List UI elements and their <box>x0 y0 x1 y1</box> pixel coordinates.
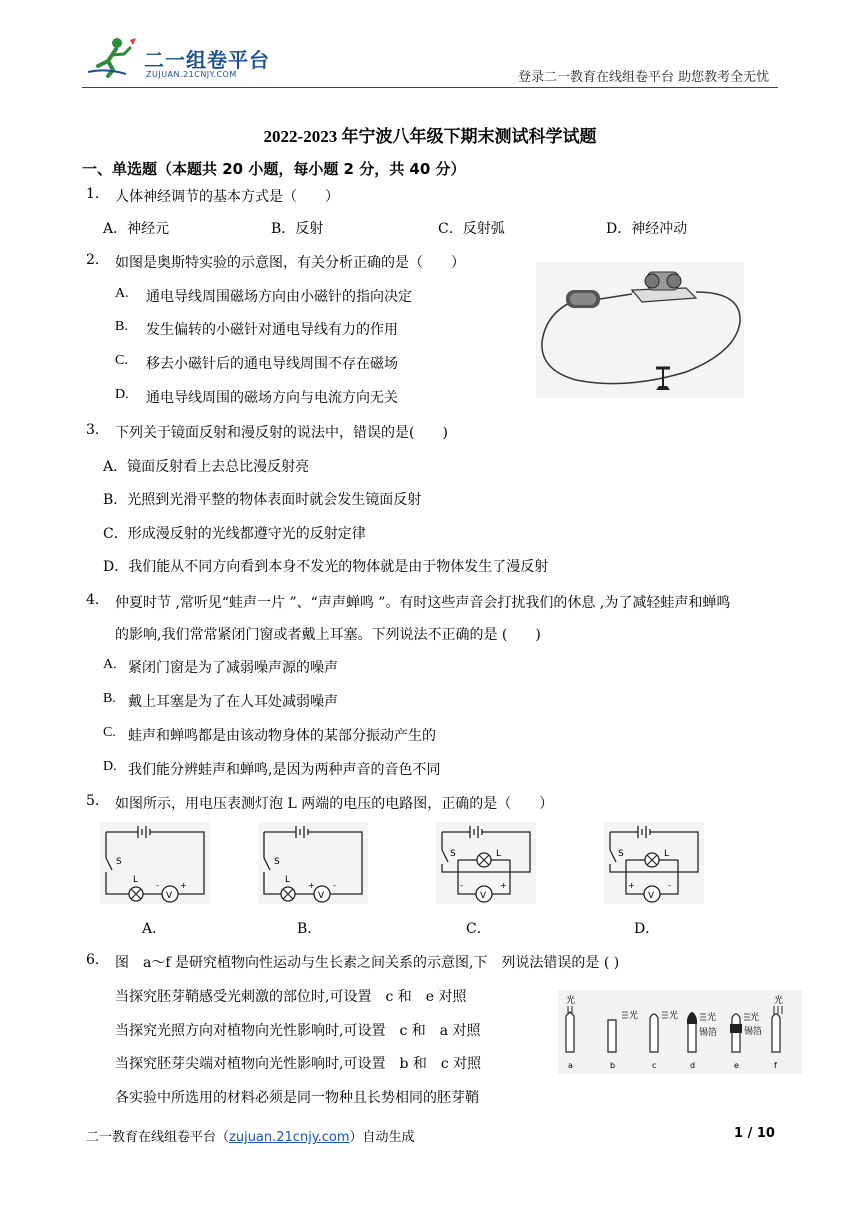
header-divider <box>82 87 778 88</box>
header <box>0 0 860 90</box>
switch-label: S <box>450 849 456 859</box>
light-label: 光 <box>629 1011 639 1021</box>
switch-label: S <box>618 849 624 859</box>
option-a-letter: A. <box>115 286 129 301</box>
question-stem: 如图是奥斯特实验的示意图，有关分析正确的是（ ） <box>115 255 465 271</box>
minus-sign: - <box>156 881 159 890</box>
question-stem: 图 a～f 是研究植物向性运动与生长素之间关系的示意图,下 列说法错误的是 ( ) <box>115 955 620 971</box>
question-number: 3. <box>86 422 100 438</box>
option-d-text: 我们能分辨蛙声和蝉鸣,是因为两种声音的音色不同 <box>128 762 441 778</box>
voltmeter-label: V <box>648 891 655 901</box>
minus-sign: - <box>460 881 463 890</box>
question-number: 1. <box>86 186 100 202</box>
question-stem: 下列关于镜面反射和漫反射的说法中，错误的是( ) <box>115 425 448 441</box>
question-stem-line2: 的影响,我们常常紧闭门窗或者戴上耳塞。下列说法不正确的是 ( ) <box>115 627 541 643</box>
statement-3: 当探究胚芽尖端对植物向光性影响时,可设置 b 和 c 对照 <box>115 1056 482 1072</box>
statement-2: 当探究光照方向对植物向光性影响时,可设置 c 和 a 对照 <box>115 1023 481 1039</box>
page-title: 2022-2023 年宁波八年级下期末测试科学试题 <box>263 127 597 146</box>
option-c: C．形成漫反射的光线都遵守光的反射定律 <box>103 526 366 542</box>
option-b: B． <box>297 921 322 937</box>
minus-sign: - <box>668 881 671 890</box>
question-stem: 人体神经调节的基本方式是（ ） <box>115 189 339 205</box>
page-number: 1 / 10 <box>734 1126 775 1141</box>
option-b-text: 戴上耳塞是为了在人耳处减弱噪声 <box>128 694 338 710</box>
option-a-text: 通电导线周围磁场方向由小磁针的指向决定 <box>146 289 412 305</box>
plant-letter-c: c <box>652 1061 657 1070</box>
option-b-text: 发生偏转的小磁针对通电导线有力的作用 <box>146 322 398 338</box>
voltmeter-label: V <box>480 891 487 901</box>
header-slogan: 登录二一教育在线组卷平台 助您教考全无忧 <box>518 70 770 85</box>
circuit-diagram-d <box>604 822 704 904</box>
option-a-letter: A. <box>103 657 117 672</box>
question-number: 5. <box>86 793 100 809</box>
option-c-text: 蛙声和蝉鸣都是由该动物身体的某部分振动产生的 <box>128 728 436 744</box>
light-label: 光 <box>750 1013 760 1023</box>
minus-sign: - <box>333 881 336 890</box>
question-number: 2. <box>86 252 100 268</box>
option-b: B．反射 <box>271 221 324 237</box>
option-c-letter: C. <box>103 725 116 740</box>
plant-letter-a: a <box>568 1061 573 1070</box>
voltmeter-label: V <box>318 891 325 901</box>
option-a: A．神经元 <box>103 221 170 237</box>
footer-right-text: ）自动生成 <box>349 1130 415 1145</box>
option-c-letter: C. <box>115 353 128 368</box>
logo-subtext: ZUJUAN.21CNJY.COM <box>146 70 237 79</box>
question-number: 6. <box>86 952 100 968</box>
statement-4: 各实验中所选用的材料必须是同一物种且长势相同的胚芽鞘 <box>115 1090 479 1106</box>
foil-label: 锡箔 <box>699 1028 718 1038</box>
plus-sign: + <box>500 881 507 890</box>
option-b: B．光照到光滑平整的物体表面时就会发生镜面反射 <box>103 492 422 508</box>
light-label: 光 <box>707 1013 717 1023</box>
option-d: D．我们能从不同方向看到本身不发光的物体就是由于物体发生了漫反射 <box>103 559 549 575</box>
circuit-diagram-b <box>258 822 368 904</box>
plus-sign: + <box>308 881 315 890</box>
plus-sign: + <box>628 881 635 890</box>
option-d-text: 通电导线周围的磁场方向与电流方向无关 <box>146 390 398 406</box>
plant-letter-b: b <box>610 1061 616 1070</box>
footer-link[interactable]: zujuan.21cnjy.com <box>229 1130 350 1145</box>
question-stem: 如图所示，用电压表测灯泡 L 两端的电压的电路图，正确的是（ ） <box>115 796 554 812</box>
option-a-text: 紧闭门窗是为了减弱噪声源的噪声 <box>128 660 338 676</box>
option-d-letter: D. <box>115 387 129 402</box>
footer-left-text: 二一教育在线组卷平台（ <box>86 1130 230 1145</box>
question-number: 4. <box>86 592 100 608</box>
option-a: A．镜面反射看上去总比漫反射亮 <box>103 459 310 475</box>
plant-letter-e: e <box>734 1061 739 1070</box>
statement-1: 当探究胚芽鞘感受光刺激的部位时,可设置 c 和 e 对照 <box>115 989 467 1005</box>
option-c-text: 移去小磁针后的通电导线周围不存在磁场 <box>146 356 398 372</box>
option-d-letter: D. <box>103 759 117 774</box>
logo-text: 二一组卷平台 <box>144 48 270 72</box>
oersted-experiment-figure <box>536 262 744 398</box>
lamp-label: L <box>496 849 502 859</box>
plant-tropism-figure <box>558 990 802 1074</box>
light-label: 光 <box>566 996 576 1006</box>
runner-logo-icon <box>86 36 138 78</box>
voltmeter-label: V <box>166 891 173 901</box>
option-c: C． <box>466 921 491 937</box>
section-heading: 一、单选题（本题共 20 小题，每小题 2 分，共 40 分） <box>82 160 466 178</box>
option-b-letter: B. <box>115 319 128 334</box>
light-label: 光 <box>669 1011 679 1021</box>
switch-label: S <box>116 857 122 867</box>
circuit-diagram-a <box>100 822 210 904</box>
option-b-letter: B. <box>103 691 116 706</box>
lamp-label: L <box>133 875 139 885</box>
light-label: 光 <box>774 996 784 1006</box>
switch-label: S <box>274 857 280 867</box>
plant-letter-f: f <box>774 1061 777 1070</box>
circuit-diagram-c <box>436 822 536 904</box>
question-stem: 仲夏时节 ,常听见“蛙声一片 ”、“声声蝉鸣 ”。有时这些声音会打扰我们的休息 ,为了减轻蛙声和蝉鸣 <box>115 595 731 611</box>
lamp-label: L <box>285 875 291 885</box>
option-c: C．反射弧 <box>438 221 505 237</box>
plus-sign: + <box>180 881 187 890</box>
option-d: D．神经冲动 <box>606 221 688 237</box>
lamp-label: L <box>664 849 670 859</box>
option-a: A． <box>142 921 167 937</box>
footer <box>86 1126 415 1145</box>
plant-letter-d: d <box>690 1061 696 1070</box>
foil-label: 锡箔 <box>744 1027 763 1037</box>
option-d: D． <box>634 921 660 937</box>
